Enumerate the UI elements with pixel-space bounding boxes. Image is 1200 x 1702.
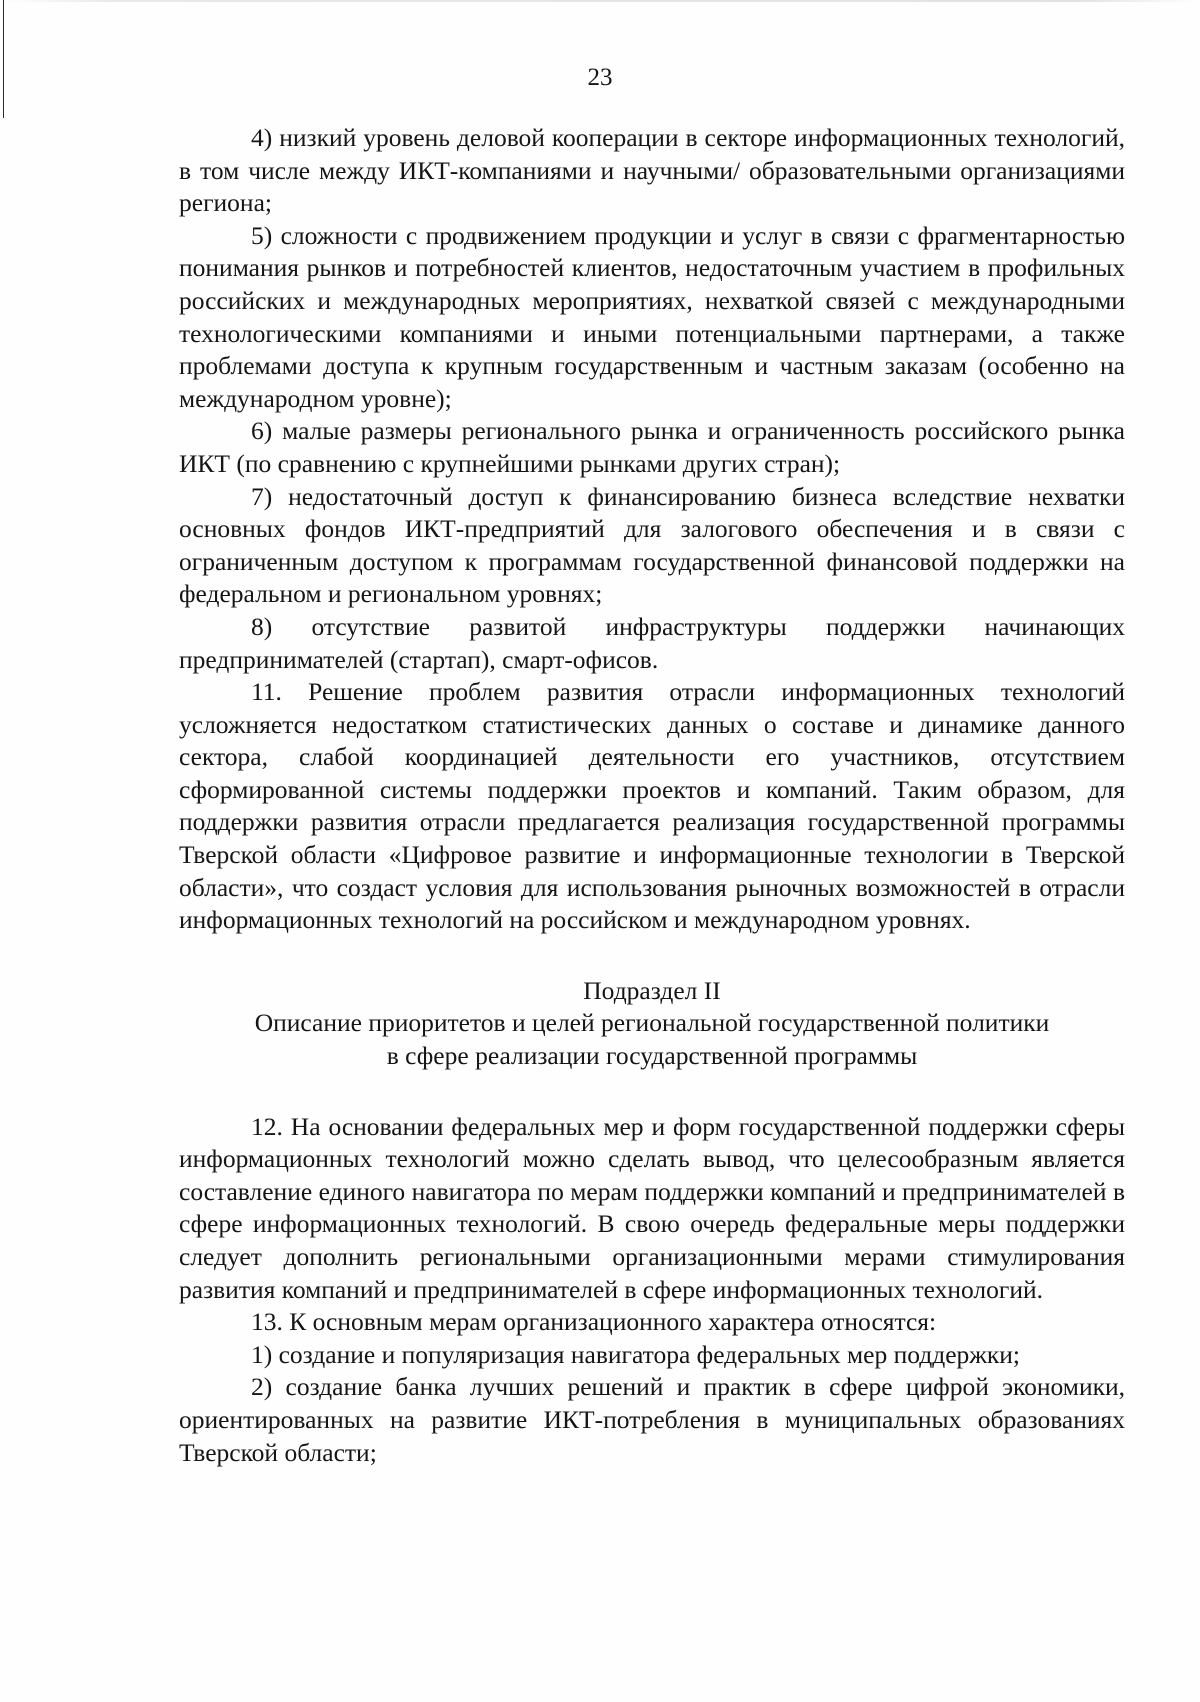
document-body bbox=[179, 122, 1125, 1469]
list-item-8: 8) отсутствие развитой инфраструктуры поддержки начинающих предпринимателей (стартап), смарт-офисов. bbox=[179, 611, 1125, 674]
list-item-6: 6) малые размеры регионального рынка и ограниченность российского рынка ИКТ (по сравнению с крупнейшими рынками других стран); bbox=[179, 416, 1125, 478]
scan-top-edge bbox=[0, 0, 1200, 2]
list-item-4: 4) низкий уровень деловой кооперации в секторе информационных технологий, в том числе между ИКТ-компаниями и научными/ образовательными организациями региона; bbox=[179, 123, 1125, 218]
paragraph-11: 11. Решение проблем развития отрасли информационных технологий усложняется недостатком статистических данных о составе и динамике данного сектора, слабой координацией деятельности его участников, отсутствием сформированной системы поддержки проектов и компаний. Таким образом, для поддержки развития отрасли предлагается реализация государственной программы Тверской области «Цифровое развитие и информационные технологии в Тверской области», что создаст условия для использования рыночных возможностей в отрасли информационных технологий на российском и международном уровнях. bbox=[179, 677, 1125, 935]
list-item-7: 7) недостаточный доступ к финансированию бизнеса вследствие нехватки основных фондов ИКТ-предприятий для залогового обеспечения и в связи с ограниченным доступом к программам государственной финансовой поддержки на федеральном и региональном уровнях; bbox=[179, 481, 1125, 609]
list-item-5: 5) сложности с продвижением продукции и услуг в связи с фрагментарностью понимания рынков и потребностей клиентов, недостаточным участием в профильных российских и международных мероприятиях, нехваткой связей с международными технологическими компаниями и иными потенциальными партнерами, а также проблемами доступа к крупным государственным и частным заказам (особенно на международном уровне); bbox=[179, 220, 1125, 413]
section-title-line-2: в сфере реализации государственной программы bbox=[386, 1041, 918, 1071]
scan-left-edge bbox=[3, 0, 4, 118]
measure-item-1: 1) создание и популяризация навигатора федеральных мер поддержки; bbox=[251, 1339, 1021, 1369]
measure-item-2: 2) создание банка лучших решений и практик в сфере цифрой экономики, ориентированных на развитие ИКТ-потребления в муниципальных образованиях Тверской области; bbox=[179, 1372, 1125, 1467]
paragraph-13: 13. К основным мерам организационного характера относятся: bbox=[251, 1307, 937, 1337]
section-label: Подраздел II bbox=[583, 975, 721, 1005]
section-title-line-1: Описание приоритетов и целей региональной государственной политики bbox=[254, 1008, 1050, 1038]
paragraph-12: 12. На основании федеральных мер и форм государственной поддержки сферы информационных технологий можно сделать вывод, что целесообразным является составление единого навигатора по мерам поддержки компаний и предпринимателей в сфере информационных технологий. В свою очередь федеральные меры поддержки следует дополнить региональными организационными мерами стимулирования развития компаний и предпринимателей в сфере информационных технологий. bbox=[179, 1111, 1125, 1304]
page-number: 23 bbox=[587, 64, 613, 91]
